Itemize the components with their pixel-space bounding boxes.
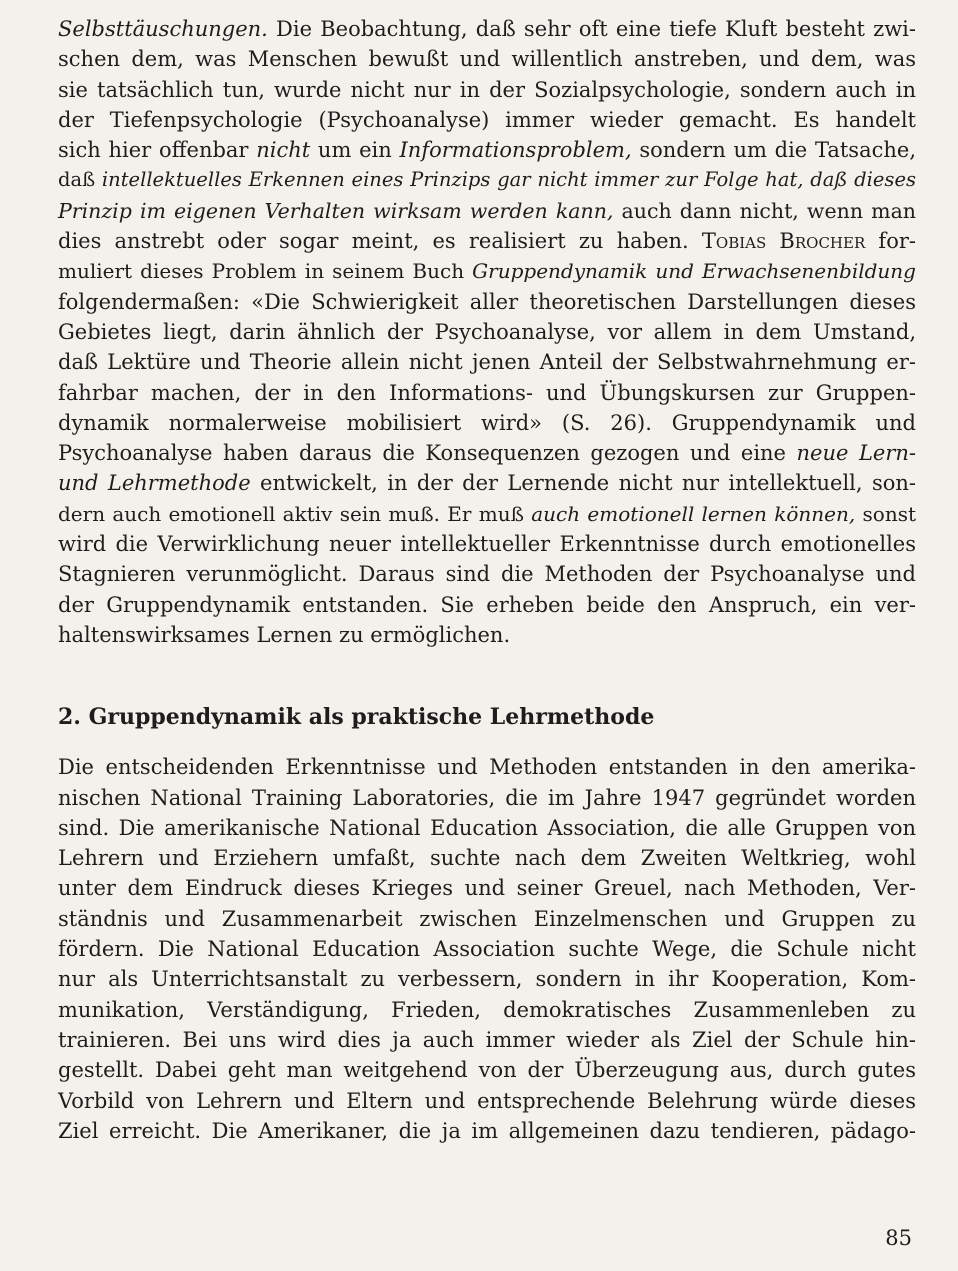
text-line [58,438,916,468]
text-line: schen dem, was Menschen bewußt und willentlich anstreben, und dem, was [58,47,916,72]
text-line: Stagnieren verunmöglicht. Daraus sind die Methoden der Psychoanalyse und [58,562,916,587]
emphasis-text: Informationsproblem, [399,138,632,163]
text-line: unter dem Eindruck dieses Krieges und seiner Greuel, nach Methoden, Ver- [58,876,916,901]
text-line [58,135,916,165]
text-line: munikation, Verständigung, Frieden, demokratisches Zusammenleben zu [58,997,916,1022]
text-line: daß Lektüre und Theorie allein nicht jenen Anteil der Selbstwahrnehmung er- [58,350,916,375]
text-run: dern auch emotionell aktiv sein muß. Er muß [58,501,532,526]
emphasis-text: und Lehrmethode [58,471,251,496]
text-line: fahrbar machen, der in den Informations- und Übungskursen zur Gruppen- [58,380,916,405]
text-line: Gebietes liegt, darin ähnlich der Psychoanalyse, vor allem in dem Umstand, [58,319,916,344]
page-number: 85 [885,1226,912,1250]
text-line [58,165,916,195]
body-paragraph-1 [58,14,916,650]
text-line: sind. Die amerikanische National Education Association, die alle Gruppen von [58,815,916,840]
text-line: Lehrern und Erziehern umfaßt, suchte nach dem Zweiten Weltkrieg, wohl [58,846,916,871]
text-line: wird die Verwirklichung neuer intellektueller Erkenntnisse durch emotionelles [58,532,916,557]
emphasis-text: Prinzip im eigenen Verhalten wirksam werden kann, [58,198,614,223]
text-line: sie tatsächlich tun, wurde nicht nur in der Sozialpsychologie, sondern auch in [58,77,916,102]
text-line: Ziel erreicht. Die Amerikaner, die ja im allgemeinen dazu tendieren, pädago- [58,1118,916,1143]
text-line: der Tiefenpsychologie (Psychoanalyse) immer wieder gemacht. Es handelt [58,107,916,132]
text-line [58,14,916,44]
emphasis-text: Selbsttäuschungen. [58,17,268,41]
section-heading: 2. Gruppendynamik als praktische Lehrmethode [58,704,655,731]
text-line: folgendermaßen: «Die Schwierigkeit aller theoretischen Darstellungen dieses [58,289,916,314]
text-run: muliert dieses Problem in seinem Buch [58,259,473,284]
text-run: sich hier offenbar [58,138,257,163]
text-line: fördern. Die National Education Association suchte Wege, die Schule nicht [58,937,916,962]
emphasis-text: auch emotionell lernen können, [531,501,856,526]
text-run: sondern um die Tatsache, [631,138,916,163]
text-line: nur als Unterrichtsanstalt zu verbessern, sondern in ihr Kooperation, Kom- [58,967,916,992]
text-line: ständnis und Zusammenarbeit zwischen Einzelmenschen und Gruppen zu [58,906,916,931]
text-line: Vorbild von Lehrern und Eltern und entsprechende Belehrung würde dieses [58,1088,916,1113]
text-line: nischen National Training Laboratories, die im Jahre 1947 gegründet worden [58,785,916,810]
body-paragraph-2 [58,752,916,1146]
text-line [58,196,916,226]
text-line: dynamik normalerweise mobilisiert wird» (S. 26). Gruppendynamik und [58,410,916,435]
text-line [58,256,916,286]
text-line: haltenswirksames Lernen zu ermöglichen. [58,622,511,647]
emphasis-text: intellektuelles Erkennen eines Prinzips gar nicht immer zur Folge hat, daß dieses [101,168,916,192]
text-run: sonst [855,501,916,526]
text-run: daß [58,168,102,192]
text-line [58,468,916,498]
text-run: entwickelt, in der der Lernende nicht nur intellektuell, son- [250,471,916,496]
text-line: trainieren. Bei uns wird dies ja auch immer wieder als Ziel der Schule hin- [58,1027,916,1052]
text-line: Die entscheidenden Erkenntnisse und Methoden entstanden in den amerika- [58,755,916,780]
text-run: dies anstrebt oder sogar meint, es realisiert zu haben. [58,229,702,254]
text-run: um ein [310,138,400,163]
text-run: Die Beobachtung, daß sehr oft eine tiefe Kluft besteht zwi- [267,17,916,41]
text-run: Psychoanalyse haben daraus die Konsequenzen gezogen und eine [58,441,797,466]
emphasis-text: neue Lern- [796,441,916,466]
text-line: der Gruppendynamik entstanden. Sie erheben beide den Anspruch, ein ver- [58,592,916,617]
text-line: gestellt. Dabei geht man weitgehend von der Überzeugung aus, durch gutes [58,1058,916,1083]
book-title: Gruppendynamik und Erwachsenenbildung [472,259,916,284]
text-line [58,226,916,256]
emphasis-text: nicht [256,138,311,163]
author-name: Tobias Brocher [701,229,866,254]
text-line [58,499,916,529]
text-run: auch dann nicht, wenn man [613,198,916,223]
text-run: for- [865,229,916,254]
